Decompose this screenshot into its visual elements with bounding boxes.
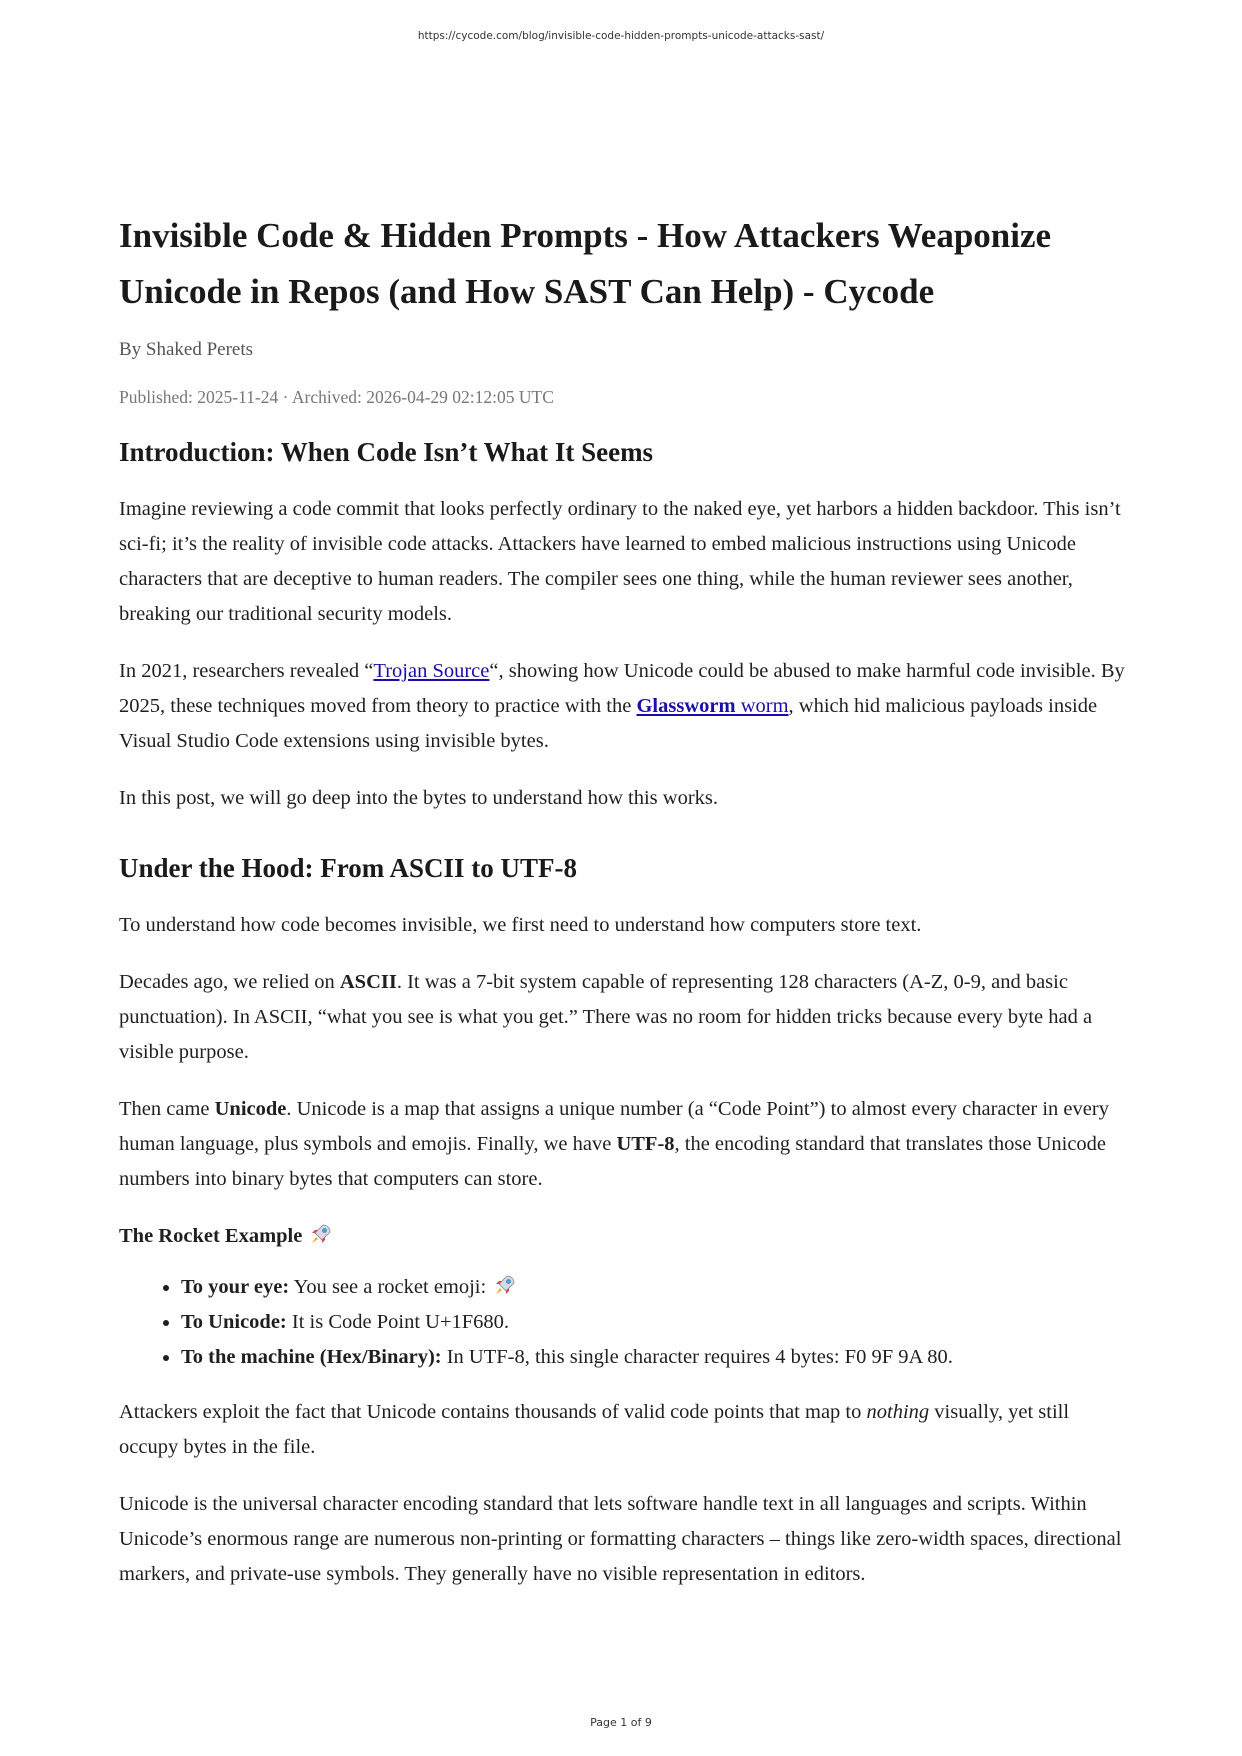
text: , the encoding standard that translates those Unicode numbers into binary bytes that computers can store. bbox=[119, 1133, 1107, 1190]
paragraph bbox=[119, 1092, 1129, 1197]
publish-meta: Published: 2025-11-24 · Archived: 2026-04-29 02:12:05 UTC bbox=[119, 387, 554, 407]
rocket-example-heading bbox=[119, 1219, 1129, 1254]
text: Attackers exploit the fact that Unicode contains thousands of valid code points that map to bbox=[119, 1401, 867, 1423]
text: Decades ago, we relied on bbox=[119, 971, 340, 993]
list-item bbox=[181, 1270, 1129, 1305]
ascii-term: ASCII bbox=[339, 971, 397, 993]
page-url: https://cycode.com/blog/invisible-code-hidden-prompts-unicode-attacks-sast/ bbox=[417, 30, 825, 42]
glassworm-link-rest: worm bbox=[735, 695, 789, 717]
page-number: Page 1 of 9 bbox=[590, 1716, 652, 1729]
rocket-icon bbox=[309, 1222, 333, 1246]
utf8-term: UTF-8 bbox=[616, 1133, 675, 1155]
list-item-label: To Unicode: bbox=[181, 1311, 287, 1333]
page-title: Invisible Code & Hidden Prompts - How Attackers Weaponize Unicode in Repos (and How SAST Can Help) - Cycode bbox=[119, 216, 1052, 311]
text: . It was a 7-bit system capable of representing 128 characters (A-Z, 0-9, and basic punctuation). In ASCII, “what you see is what you get.” There was no room for hidden tricks because every byte had a visible purpose. bbox=[119, 971, 1093, 1063]
list-item-text: In UTF-8, this single character requires 4 bytes: F0 9F 9A 80. bbox=[441, 1346, 953, 1368]
rocket-icon bbox=[493, 1273, 517, 1297]
article bbox=[119, 208, 1129, 1614]
nothing-emphasis: nothing bbox=[866, 1401, 930, 1423]
list-item bbox=[181, 1305, 1129, 1340]
trojan-source-link[interactable]: Trojan Source bbox=[373, 660, 490, 682]
list-item-text: It is Code Point U+1F680. bbox=[286, 1311, 510, 1333]
text: , which hid malicious payloads inside Visual Studio Code extensions using invisible bytes. bbox=[119, 695, 1098, 752]
list-item-label: To the machine (Hex/Binary): bbox=[181, 1346, 442, 1368]
list-item bbox=[181, 1340, 1129, 1375]
paragraph: Imagine reviewing a code commit that looks perfectly ordinary to the naked eye, yet harbors a hidden backdoor. This isn’t sci-fi; it’s the reality of invisible code attacks. Attackers have learned to embed malicious instructions using Unicode characters that are deceptive to human readers. The compiler sees one thing, while the human reviewer sees another, breaking our traditional security models. bbox=[119, 498, 1121, 625]
text: In 2021, researchers revealed “ bbox=[119, 660, 374, 682]
section-heading-under-the-hood: Under the Hood: From ASCII to UTF-8 bbox=[119, 853, 578, 883]
text: Then came bbox=[119, 1098, 215, 1120]
text: . Unicode is a map that assigns a unique number (a “Code Point”) to almost every character in every human language, plus symbols and emojis. Finally, we have bbox=[119, 1098, 1109, 1155]
list-item-text: You see a rocket emoji: bbox=[289, 1276, 492, 1298]
author-byline: By Shaked Perets bbox=[119, 339, 254, 360]
paragraph: In this post, we will go deep into the bytes to understand how this works. bbox=[119, 787, 718, 809]
glassworm-link-bold: Glassworm bbox=[636, 695, 736, 717]
text: visually, yet still occupy bytes in the file. bbox=[119, 1401, 1070, 1458]
text: “, showing how Unicode could be abused to make harmful code invisible. By 2025, these techniques moved from theory to practice with the bbox=[119, 660, 1125, 717]
paragraph bbox=[119, 965, 1129, 1070]
unicode-term: Unicode bbox=[214, 1098, 287, 1120]
rocket-example-label: The Rocket Example bbox=[119, 1225, 303, 1247]
paragraph: To understand how code becomes invisible, we first need to understand how computers store text. bbox=[119, 914, 922, 936]
section-heading-introduction: Introduction: When Code Isn’t What It Seems bbox=[119, 437, 654, 467]
paragraph bbox=[119, 654, 1129, 759]
paragraph: Unicode is the universal character encoding standard that lets software handle text in all languages and scripts. Within Unicode’s enormous range are numerous non-printing or formatting characters – things like zero-width spaces, directional markers, and private-use symbols. They generally have no visible representation in editors. bbox=[119, 1493, 1122, 1585]
paragraph bbox=[119, 1395, 1129, 1465]
list-item-label: To your eye: bbox=[181, 1276, 290, 1298]
rocket-example-list bbox=[119, 1270, 1129, 1375]
glassworm-link[interactable] bbox=[636, 695, 788, 717]
